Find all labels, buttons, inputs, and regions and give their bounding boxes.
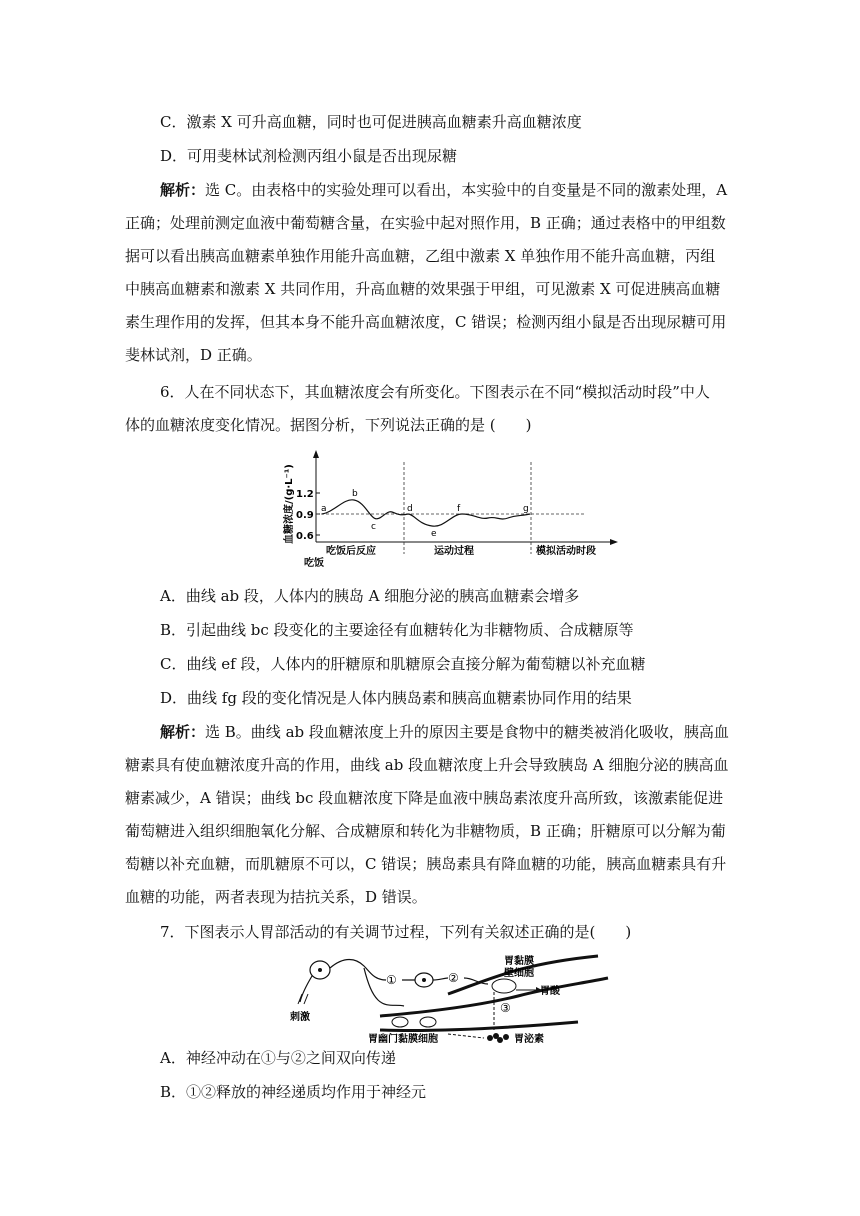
phase-label-after-meal: 吃饭后反应 [326, 546, 376, 557]
q5-explanation-line-4: 中胰高血糖素和激素 X 共同作用，升高血糖的效果强于甲组，可见激素 X 可促进胰高血糖 [125, 280, 721, 298]
q5-explanation-line-2: 正确；处理前测定血液中葡萄糖含量，在实验中起对照作用，B 正确；通过表格中的甲组数 [125, 214, 726, 232]
q6-explanation-line-5: 萄糖以补充血糖，而肌糖原不可以，C 错误；胰岛素具有降血糖的功能，胰高血糖素具有升 [125, 855, 727, 873]
q6-option-c: C．曲线 ef 段，人体内的肝糖原和肌糖原会直接分解为葡萄糖以补充血糖 [160, 655, 646, 673]
x-axis-arrow [610, 539, 618, 545]
x-start-label: 吃饭 [304, 558, 324, 568]
gastrin-granule [497, 1037, 503, 1043]
marker-1: ① [386, 973, 397, 987]
point-label-e: e [431, 529, 437, 539]
mucosa-cell-label-line-2: 壁细胞 [504, 968, 534, 979]
stomach-wall-bottom [380, 1022, 578, 1031]
neuron-body-3 [392, 1017, 408, 1027]
axon-1 [330, 960, 386, 981]
phase-label-exercise: 运动过程 [434, 546, 474, 557]
y-tick-0-9: 0.9 [296, 510, 314, 521]
q6-explanation-line-3: 糖素减少，A 错误；曲线 bc 段血糖浓度下降是血液中胰岛素浓度升高所致，该激素能促进 [125, 789, 724, 807]
point-label-d: d [407, 504, 413, 514]
neuron-nucleus-2 [422, 978, 426, 982]
neuron-body-4 [420, 1017, 436, 1027]
q7-option-a: A．神经冲动在①与②之间双向传递 [160, 1049, 396, 1067]
marker-2: ② [448, 971, 459, 985]
stomach-regulation-figure [278, 950, 618, 1050]
point-label-f: f [457, 504, 461, 514]
y-tick-0-6: 0.6 [296, 531, 314, 542]
q5-option-c: C．激素 X 可升高血糖，同时也可促进胰高血糖素升高血糖浓度 [160, 113, 582, 131]
gastrin-granule [503, 1034, 509, 1040]
point-label-g: g [523, 504, 529, 514]
gastrin-granule [487, 1035, 493, 1041]
gastrin-label: 胃泌素 [514, 1034, 544, 1045]
parietal-cell [492, 979, 516, 993]
stimulus-arrow [304, 994, 308, 1004]
phase-label-simulated: 模拟活动时段 [536, 546, 596, 557]
point-label-b: b [352, 489, 358, 499]
mucosa-cell-label-line-1: 胃黏膜 [504, 956, 534, 967]
y-axis-label: 血糖浓度/(g·L⁻¹) [284, 464, 295, 544]
q6-option-d: D．曲线 fg 段的变化情况是人体内胰岛素和胰高血糖素协同作用的结果 [160, 689, 632, 707]
neuron-nucleus-1 [318, 968, 322, 972]
q6-explanation-line-6: 血糖的功能，两者表现为拮抗关系，D 错误。 [125, 888, 427, 906]
q6-stem-line-2: 体的血糖浓度变化情况。据图分析，下列说法正确的是 ( ) [125, 416, 532, 434]
point-label-a: a [321, 504, 327, 514]
q6-option-b: B．引起曲线 bc 段变化的主要途径有血糖转化为非糖物质、合成糖原等 [160, 621, 634, 639]
pyloric-cell-label: 胃幽门黏膜细胞 [368, 1034, 438, 1045]
q6-explanation-line-4: 葡萄糖进入组织细胞氧化分解、合成糖原和转化为非糖物质，B 正确；肝糖原可以分解为葡 [125, 822, 726, 840]
axon-branch [364, 968, 404, 1006]
q5-option-d: D．可用斐林试剂检测丙组小鼠是否出现尿糖 [160, 147, 458, 165]
acid-label: 胃酸 [540, 986, 560, 997]
q5-explanation-line-3: 据可以看出胰高血糖素单独作用能升高血糖，乙组中激素 X 单独作用不能升高血糖，丙组 [125, 247, 716, 265]
y-tick-1-2: 1.2 [296, 489, 314, 500]
q7-option-b: B．①②释放的神经递质均作用于神经元 [160, 1083, 427, 1101]
y-axis-arrow [313, 450, 319, 458]
q5-explanation-line-5: 素生理作用的发挥，但其本身不能升高血糖浓度，C 错误；检测丙组小鼠是否出现尿糖可用 [125, 313, 727, 331]
q5-explanation-line-6: 斐林试剂，D 正确。 [125, 346, 262, 364]
explanation-label: 解析： [160, 723, 206, 741]
q6-option-a: A．曲线 ab 段，人体内的胰岛 A 细胞分泌的胰高血糖素会增多 [160, 587, 580, 605]
q6-explanation-line-2: 糖素具有使血糖浓度升高的作用，曲线 ab 段血糖浓度上升会导致胰岛 A 细胞分泌的胰高血 [125, 756, 729, 774]
q6-stem-line-1: 6．人在不同状态下，其血糖浓度会有所变化。下图表示在不同“模拟活动时段”中人 [160, 383, 710, 401]
point-label-c: c [371, 522, 376, 532]
q6-explanation-line-1: 解析：选 B。曲线 ab 段血糖浓度上升的原因主要是食物中的糖类被消化吸收，胰高血 [160, 723, 729, 741]
q5-explanation-line-1: 解析：选 C。由表格中的实验处理可以看出，本实验中的自变量是不同的激素处理，A [160, 181, 728, 199]
pyloric-dashed [448, 1034, 484, 1038]
stimulus-label: 刺激 [290, 1012, 310, 1023]
q7-stem: 7．下图表示人胃部活动的有关调节过程，下列有关叙述正确的是( ) [160, 923, 632, 941]
explanation-label: 解析： [160, 181, 206, 199]
blood-glucose-figure [282, 448, 622, 568]
glucose-curve [322, 500, 530, 526]
marker-3: ③ [500, 1001, 511, 1015]
